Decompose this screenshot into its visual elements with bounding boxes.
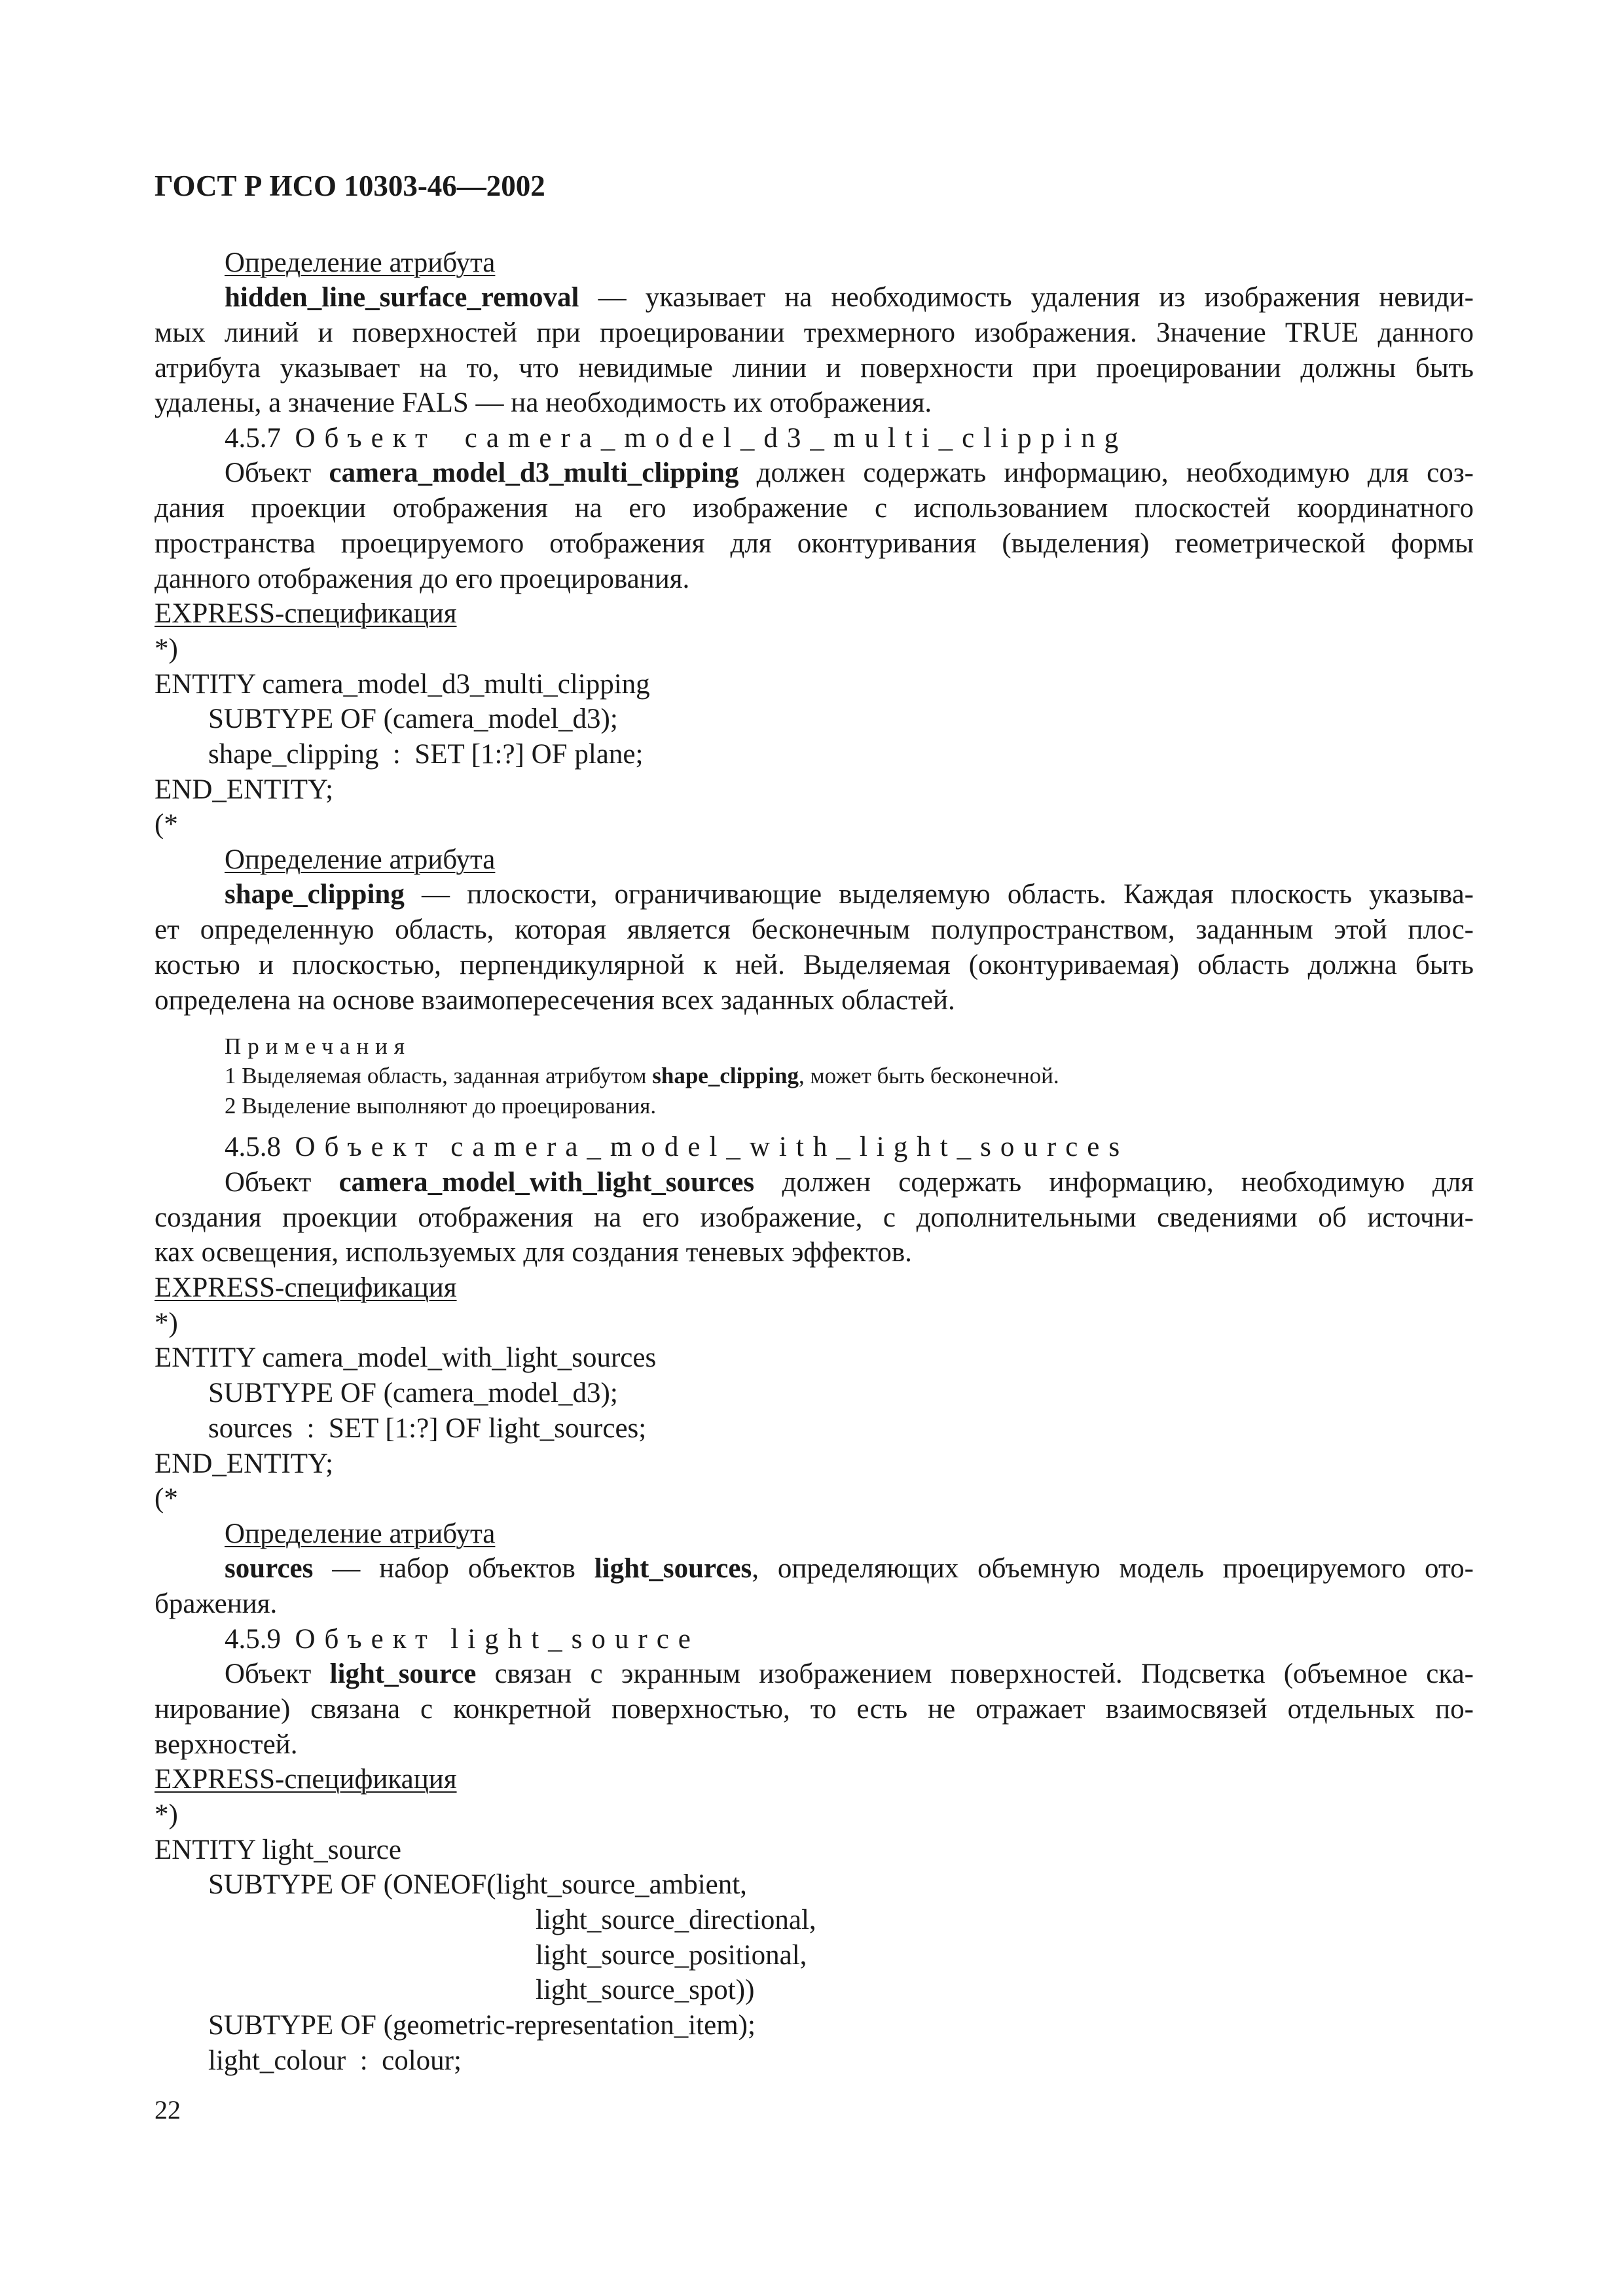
- code-line: *): [155, 1308, 178, 1338]
- paragraph-line: мых линий и поверхностей при проецировании трехмерного изображения. Значение TRUE данного: [155, 317, 1474, 348]
- paragraph-line: определена на основе взаимопересечения всех заданных областей.: [155, 985, 955, 1016]
- code-line: ENTITY light_source: [155, 1835, 401, 1865]
- paragraph-line: нирование) связана с конкретной поверхностью, то есть не отражает взаимосвязей отдельных по-: [155, 1694, 1474, 1725]
- paragraph-line: создания проекции отображения на его изображение, с дополнительными сведениями об источни-: [155, 1202, 1474, 1233]
- paragraph-line: бражения.: [155, 1588, 278, 1619]
- note-1: 1 Выделяемая область, заданная атрибутом shape_clipping, может быть бесконечной.: [225, 1063, 1059, 1088]
- code-line: light_source_positional,: [536, 1940, 807, 1971]
- code-line: *): [155, 634, 178, 664]
- paragraph-line: удалены, а значение FALS — на необходимость их отображения.: [155, 387, 932, 418]
- code-line: light_source_directional,: [536, 1905, 816, 1935]
- attribute-definition-heading: Определение атрибута: [225, 844, 496, 875]
- section-heading-4-5-9: 4.5.9 Объект light_source: [225, 1624, 700, 1655]
- express-spec-heading: EXPRESS-спецификация: [155, 598, 457, 629]
- page-number: 22: [155, 2095, 181, 2125]
- code-line: light_colour : colour;: [208, 2045, 462, 2076]
- paragraph-line: Объект light_source связан с экранным изображением поверхностей. Подсветка (объемное ска-: [225, 1659, 1474, 1689]
- attribute-definition-heading: Определение атрибута: [225, 1518, 496, 1549]
- term: shape_clipping: [652, 1063, 799, 1088]
- code-line: SUBTYPE OF (camera_model_d3);: [208, 1378, 618, 1408]
- express-spec-heading: EXPRESS-спецификация: [155, 1272, 457, 1303]
- paragraph-line: дания проекции отображения на его изображение с использованием плоскостей координатного: [155, 493, 1474, 524]
- code-line: END_ENTITY;: [155, 1448, 334, 1479]
- section-heading-4-5-7: 4.5.7 Объект camera_model_d3_multi_clipping: [225, 423, 1128, 454]
- paragraph-line: shape_clipping — плоскости, ограничивающие выделяемую область. Каждая плоскость указыва-: [225, 879, 1474, 910]
- note-2: 2 Выделение выполняют до проецирования.: [225, 1093, 657, 1119]
- section-heading-4-5-8: 4.5.8 Объект camera_model_with_light_sources: [225, 1132, 1129, 1162]
- attribute-definition-heading: Определение атрибута: [225, 247, 496, 278]
- express-spec-heading: EXPRESS-спецификация: [155, 1764, 457, 1795]
- document-header: ГОСТ Р ИСО 10303-46—2002: [155, 170, 545, 202]
- code-line: SUBTYPE OF (geometric-representation_item);: [208, 2010, 756, 2041]
- term: light_sources: [594, 1553, 752, 1584]
- paragraph-line: ет определенную область, которая является бесконечным полупространством, заданным этой плос-: [155, 914, 1474, 945]
- term: hidden_line_surface_removal: [225, 282, 579, 313]
- code-line: (*: [155, 809, 178, 840]
- code-line: light_source_spot)): [536, 1975, 755, 2005]
- code-line: *): [155, 1799, 178, 1830]
- paragraph-line: атрибута указывает на то, что невидимые линии и поверхности при проецировании должны быть: [155, 353, 1474, 384]
- code-line: ENTITY camera_model_d3_multi_clipping: [155, 669, 650, 700]
- term: light_source: [329, 1659, 477, 1689]
- paragraph-line: пространства проецируемого отображения для оконтуривания (выделения) геометрической формы: [155, 528, 1474, 559]
- term: camera_model_with_light_sources: [338, 1167, 755, 1198]
- paragraph-line: Объект camera_model_with_light_sources должен содержать информацию, необходимую для: [225, 1167, 1474, 1198]
- paragraph-line: sources — набор объектов light_sources, определяющих объемную модель проецируемого ото-: [225, 1553, 1474, 1584]
- term: camera_model_d3_multi_clipping: [329, 457, 739, 488]
- paragraph-line: костью и плоскостью, перпендикулярной к ней. Выделяемая (оконтуриваемая) область должна быть: [155, 950, 1474, 980]
- term: shape_clipping: [225, 879, 405, 910]
- code-line: (*: [155, 1483, 178, 1514]
- paragraph-line: верхностей.: [155, 1729, 298, 1760]
- paragraph-line: hidden_line_surface_removal — указывает на необходимость удаления из изображения невиди-: [225, 282, 1474, 313]
- code-line: sources : SET [1:?] OF light_sources;: [208, 1413, 647, 1444]
- paragraph-line: данного отображения до его проецирования.: [155, 564, 690, 594]
- code-line: ENTITY camera_model_with_light_sources: [155, 1342, 657, 1373]
- paragraph-line: Объект camera_model_d3_multi_clipping должен содержать информацию, необходимую для соз-: [225, 457, 1474, 488]
- paragraph-line: ках освещения, используемых для создания теневых эффектов.: [155, 1237, 912, 1268]
- term: sources: [225, 1553, 314, 1584]
- code-line: SUBTYPE OF (ONEOF(light_source_ambient,: [208, 1869, 747, 1900]
- notes-heading: Примечания: [225, 1033, 412, 1059]
- code-line: SUBTYPE OF (camera_model_d3);: [208, 704, 618, 734]
- code-line: shape_clipping : SET [1:?] OF plane;: [208, 739, 644, 770]
- code-line: END_ENTITY;: [155, 774, 334, 805]
